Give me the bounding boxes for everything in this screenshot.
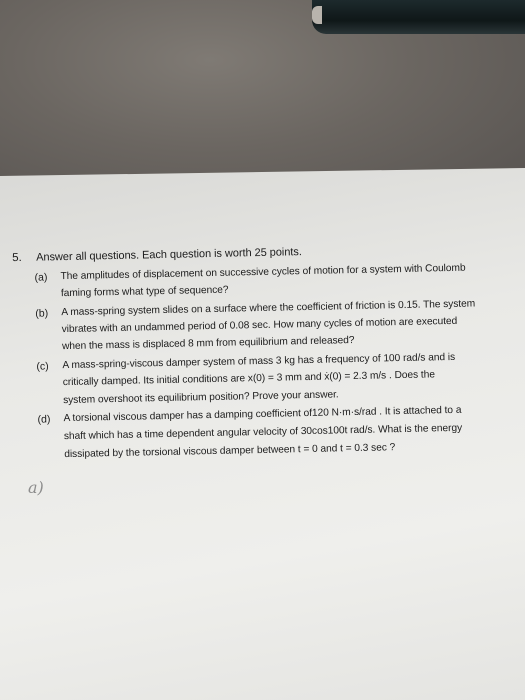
part-b-line-3: when the mass is displaced 8 mm from equilibrium and released? [61,335,355,353]
part-d-label: (d) [37,413,51,426]
handwritten-note: a) [28,478,44,497]
part-a-line-1: The amplitudes of displacement on successive cycles of motion for a system with Coulomb [60,262,466,283]
part-b-line-1: A mass-spring system slides on a surface where the coefficient of friction is 0.15. The system [61,298,476,319]
part-d-line-3: dissipated by the torsional viscous damper between t = 0 and t = 0.3 sec ? [64,442,396,461]
part-c-line-3: system overshoot its equilibrium position? Prove your answer. [63,389,339,407]
question-intro: Answer all questions. Each question is worth 25 points. [36,246,302,264]
part-c-label: (c) [36,360,49,373]
part-d-line-2: shaft which has a time dependent angular velocity of 30cos100t rad/s. What is the energy [63,422,463,443]
part-b-label: (b) [35,307,49,320]
part-d-line-1: A torsional viscous damper has a damping coefficient of120 N·m·s/rad . It is attached to a [63,404,462,425]
part-b-line-2: vibrates with an undammed period of 0.08 sec. How many cycles of motion are executed [61,315,458,336]
part-c-line-2: critically damped. Its initial conditions are x(0) = 3 mm and ẋ(0) = 2.3 m/s . Does the [62,369,436,389]
part-a-line-2: faming forms what type of sequence? [60,284,229,300]
question-number: 5. [12,251,22,265]
part-c-line-1: A mass-spring-viscous damper system of mass 3 kg has a frequency of 100 rad/s and is [62,351,456,372]
part-a-label: (a) [34,271,48,284]
